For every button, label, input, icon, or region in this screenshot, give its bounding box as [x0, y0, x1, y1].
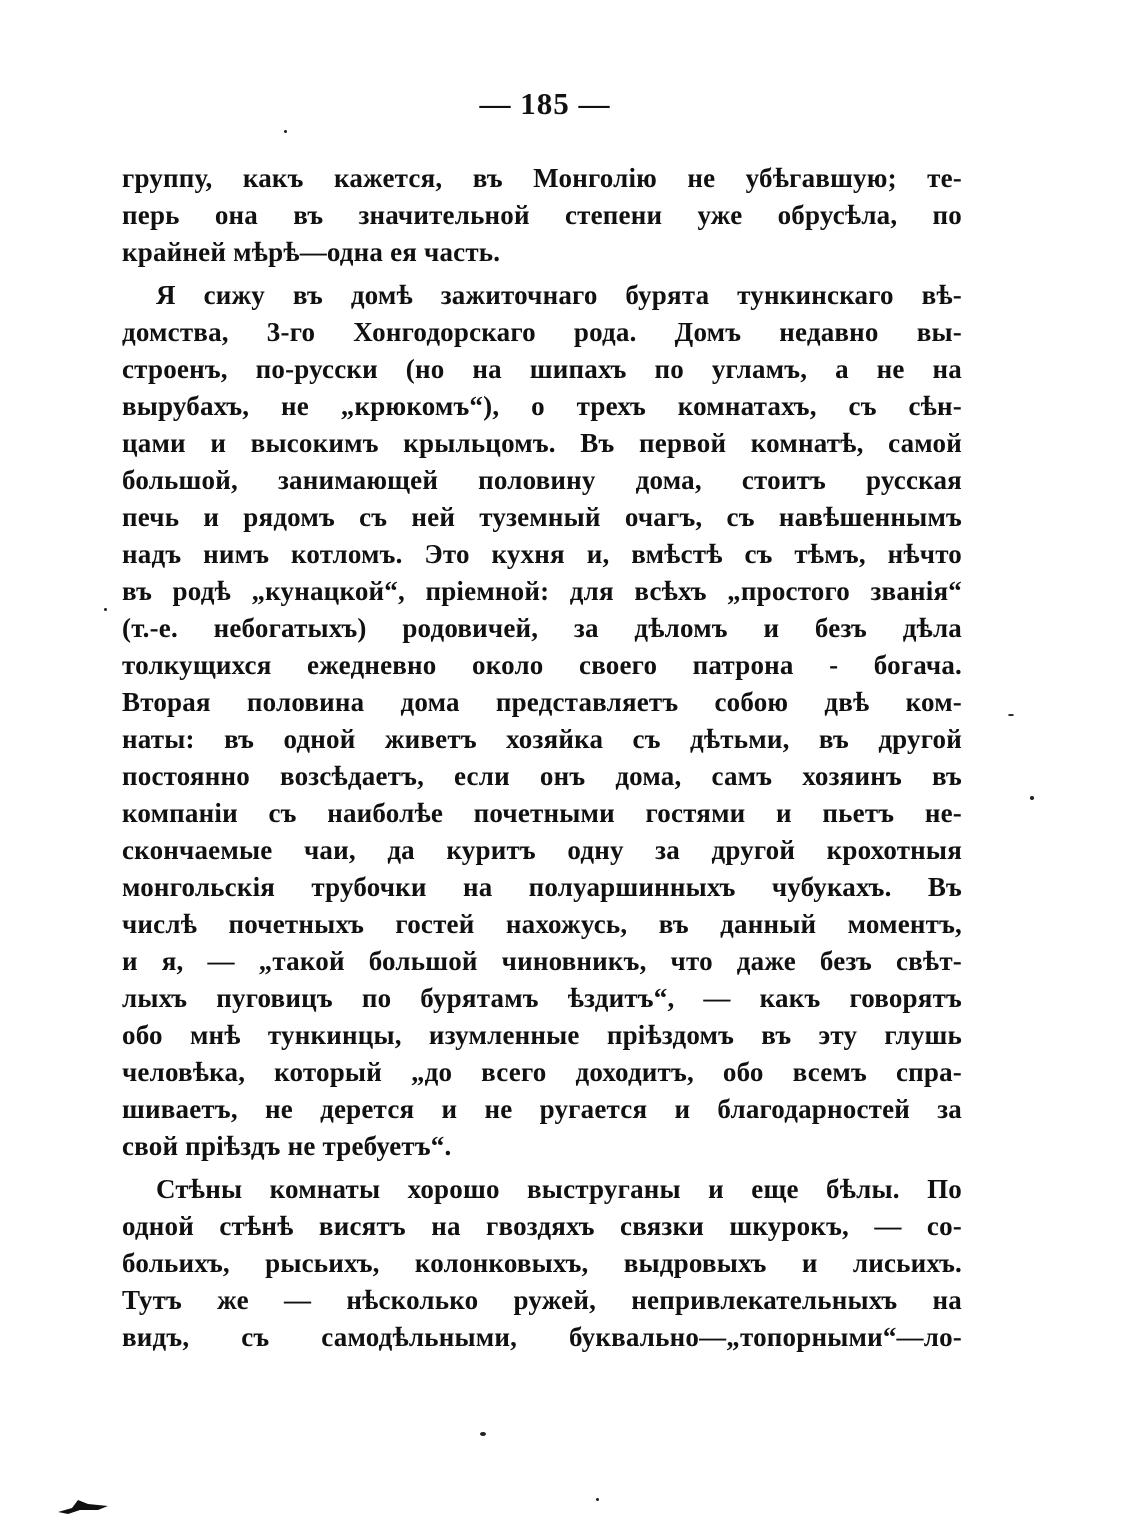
scan-speck — [480, 1432, 486, 1436]
text-line: крайней мѣрѣ—одна ея часть. — [122, 237, 501, 267]
text-line: въ родѣ „кунацкой“, пріемной: для всѣхъ „простого званія“ — [122, 576, 962, 606]
text-line: компаніи съ наиболѣе почетными гостями и пьетъ не- — [122, 798, 962, 828]
text-line: Стѣны комнаты хорошо выструганы и еще бѣлы. По — [156, 1174, 962, 1204]
text-line: постоянно возсѣдаетъ, если онъ дома, самъ хозяинъ въ — [122, 761, 962, 791]
text-line: большой, занимающей половину дома, стоитъ русская — [122, 465, 962, 495]
text-line: вырубахъ, не „крюкомъ“), о трехъ комнатахъ, съ сѣн- — [122, 391, 962, 421]
text-line: свой пріѣздъ не требуетъ“. — [122, 1131, 452, 1161]
text-line: группу, какъ кажется, въ Монголію не убѣгавшую; те- — [122, 163, 962, 193]
text-line: наты: въ одной живетъ хозяйка съ дѣтьми, въ другой — [122, 724, 962, 754]
text-line: перь она въ значительной степени уже обрусѣла, по — [122, 200, 962, 230]
page-number: — 185 — — [479, 86, 611, 121]
scan-speck — [596, 1498, 599, 1501]
paragraph — [122, 1171, 962, 1356]
scan-speck — [1030, 796, 1034, 800]
text-line: одной стѣнѣ висятъ на гвоздяхъ связки шкурокъ, — со- — [122, 1211, 962, 1241]
text-line: Тутъ же — нѣсколько ружей, непривлекательныхъ на — [122, 1285, 962, 1315]
paragraph — [122, 160, 962, 271]
scan-speck — [104, 608, 107, 611]
text-line: числѣ почетныхъ гостей нахожусь, въ данный моментъ, — [122, 909, 962, 939]
text-line: и я, — „такой большой чиновникъ, что даже безъ свѣт- — [122, 946, 962, 976]
text-line: надъ нимъ котломъ. Это кухня и, вмѣстѣ съ тѣмъ, нѣчто — [122, 539, 962, 569]
text-line: толкущихся ежедневно около своего патрона - богача. — [122, 650, 962, 680]
ink-smudge — [58, 1496, 110, 1516]
text-line: печь и рядомъ съ ней туземный очагъ, съ навѣшеннымъ — [122, 502, 962, 532]
scan-speck — [284, 130, 287, 133]
text-line: человѣка, который „до всего доходитъ, обо всемъ спра- — [122, 1057, 962, 1087]
text-line: лыхъ пуговицъ по бурятамъ ѣздитъ“, — какъ говорятъ — [122, 983, 962, 1013]
text-line: цами и высокимъ крыльцомъ. Въ первой комнатѣ, самой — [122, 428, 962, 458]
text-line: обо мнѣ тункинцы, изумленные пріѣздомъ въ эту глушь — [122, 1020, 962, 1050]
text-line: шиваетъ, не дерется и не ругается и благодарностей за — [122, 1094, 962, 1124]
text-line: больихъ, рысьихъ, колонковыхъ, выдровыхъ и лисьихъ. — [122, 1248, 962, 1278]
text-line: (т.-е. небогатыхъ) родовичей, за дѣломъ и безъ дѣла — [122, 613, 962, 643]
text-line: Я сижу въ домѣ зажиточнаго бурята тункинскаго вѣ- — [156, 280, 962, 310]
text-line: скончаемые чаи, да куритъ одну за другой крохотныя — [122, 835, 962, 865]
text-line: строенъ, по-русски (но на шипахъ по угламъ, а не на — [122, 354, 962, 384]
paragraph — [122, 277, 962, 1165]
text-line: Вторая половина дома представляетъ собою двѣ ком- — [122, 687, 962, 717]
body-text — [122, 160, 962, 1356]
text-line: видъ, съ самодѣльными, буквально—„топорными“—ло- — [122, 1322, 962, 1352]
text-line: монгольскія трубочки на полуаршинныхъ чубукахъ. Въ — [122, 872, 962, 902]
scan-speck — [1008, 714, 1014, 716]
text-line: домства, 3-го Хонгодорскаго рода. Домъ недавно вы- — [122, 317, 962, 347]
